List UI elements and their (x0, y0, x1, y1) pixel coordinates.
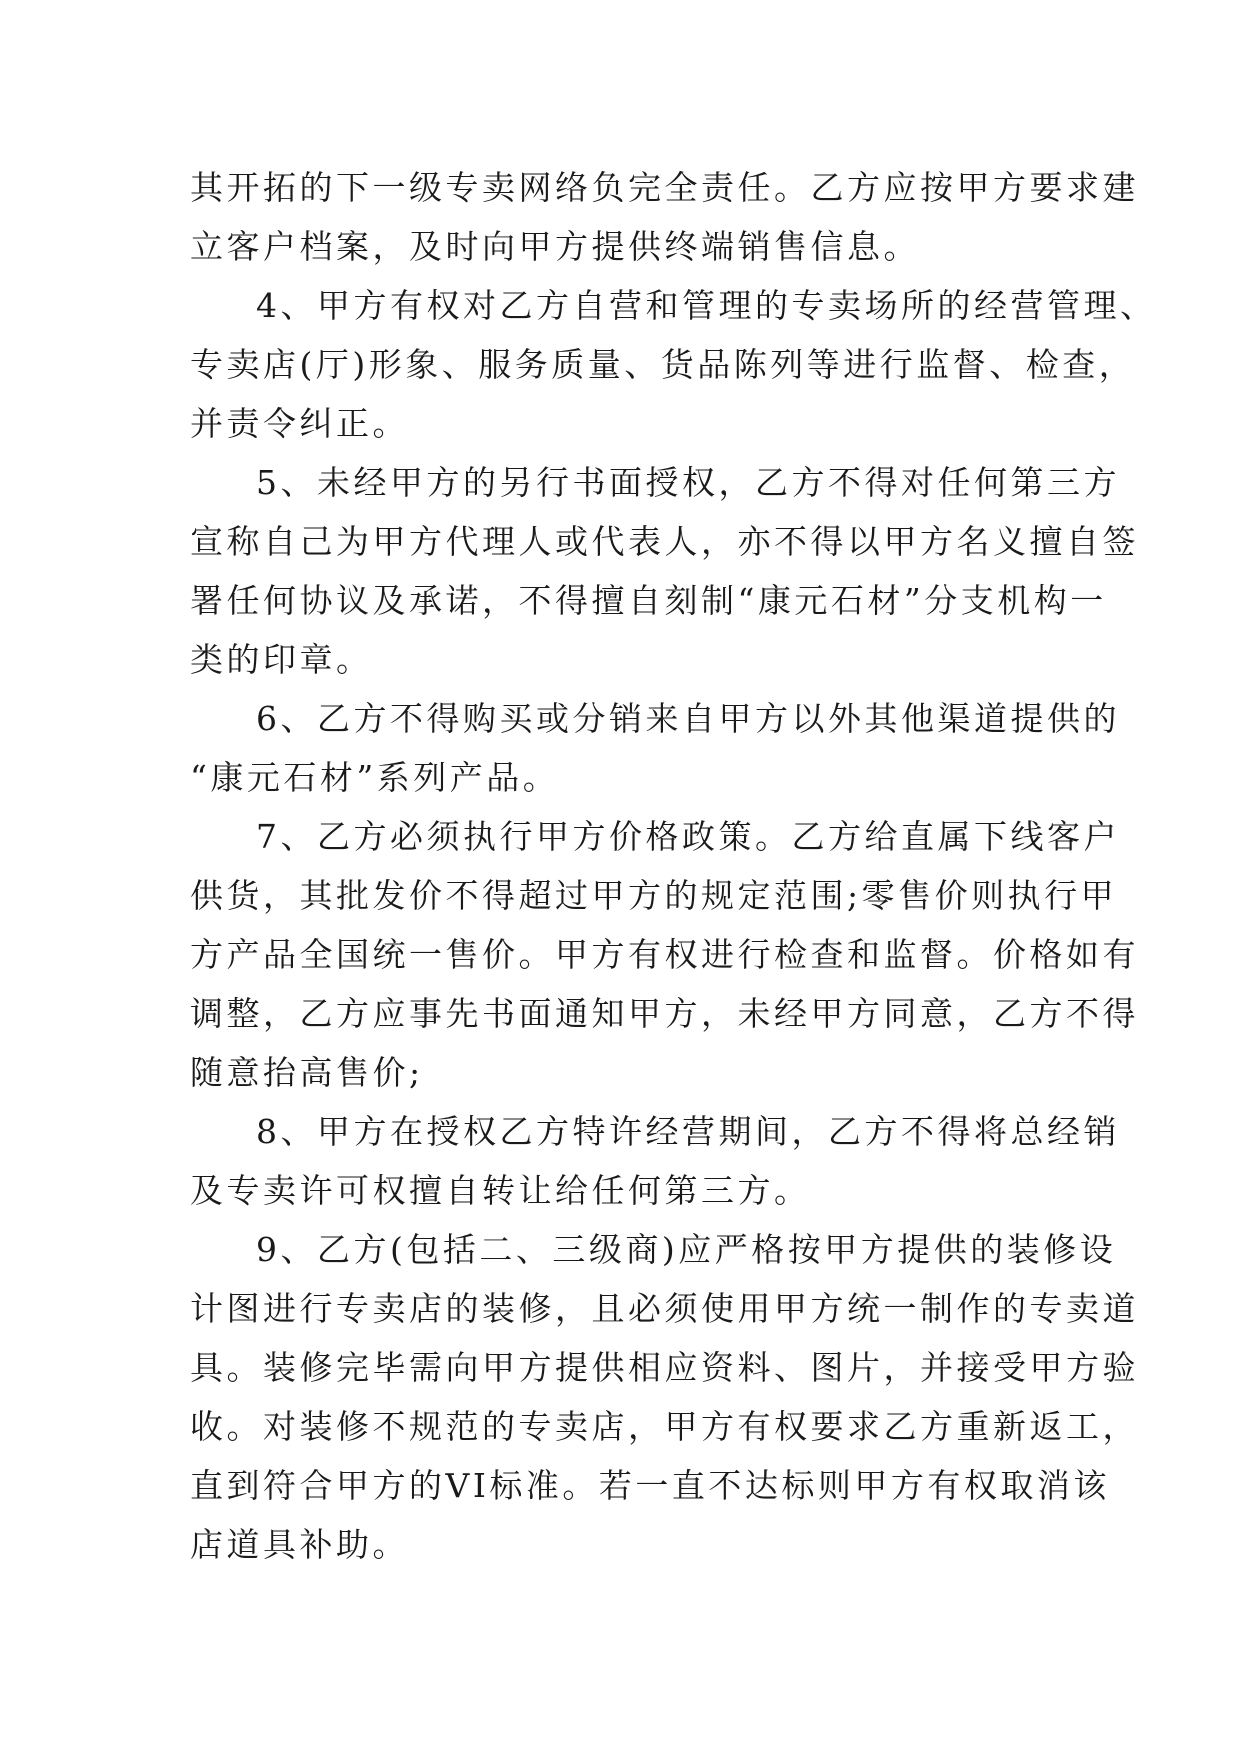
text-line: 具。装修完毕需向甲方提供相应资料、图片，并接受甲方验 (190, 1348, 1139, 1387)
text-line: 供货，其批发价不得超过甲方的规定范围;零售价则执行甲 (190, 876, 1118, 915)
text-line: 收。对装修不规范的专卖店，甲方有权要求乙方重新返工， (190, 1407, 1139, 1446)
clause-9 (190, 1220, 1139, 1574)
text-line: 直到符合甲方的VI标准。若一直不达标则甲方有权取消该 (190, 1466, 1110, 1505)
text-line: 及专卖许可权擅自转让给任何第三方。 (190, 1171, 811, 1210)
text-line: 9、乙方(包括二、三级商)应严格按甲方提供的装修设 (256, 1230, 1117, 1269)
text-line: 立客户档案，及时向甲方提供终端销售信息。 (190, 227, 920, 266)
text-line: 宣称自己为甲方代理人或代表人，亦不得以甲方名义擅自签 (190, 522, 1139, 561)
text-line: 8、甲方在授权乙方特许经营期间，乙方不得将总经销 (256, 1112, 1120, 1151)
text-line: 5、未经甲方的另行书面授权，乙方不得对任何第三方 (256, 463, 1120, 502)
clause-7 (190, 807, 1139, 1102)
clause-8 (190, 1102, 1120, 1220)
text-line: 调整，乙方应事先书面通知甲方，未经甲方同意，乙方不得 (190, 994, 1139, 1033)
text-line: 方产品全国统一售价。甲方有权进行检查和监督。价格如有 (190, 935, 1139, 974)
text-line: 随意抬高售价; (190, 1053, 424, 1092)
text-line: 其开拓的下一级专卖网络负完全责任。乙方应按甲方要求建 (190, 168, 1139, 207)
text-line: 店道具补助。 (190, 1525, 409, 1564)
text-line: 6、乙方不得购买或分销来自甲方以外其他渠道提供的 (256, 699, 1120, 738)
clause-6 (190, 689, 1120, 807)
text-line: 4、甲方有权对乙方自营和管理的专卖场所的经营管理、 (256, 286, 1157, 325)
text-line: 计图进行专卖店的装修，且必须使用甲方统一制作的专卖道 (190, 1289, 1139, 1328)
clause-5 (190, 453, 1139, 689)
text-line: 类的印章。 (190, 640, 373, 679)
text-line: 署任何协议及承诺，不得擅自刻制“康元石材”分支机构一 (190, 581, 1107, 620)
text-line: 7、乙方必须执行甲方价格政策。乙方给直属下线客户 (256, 817, 1120, 856)
document-body (190, 158, 1157, 1574)
text-line: 专卖店(厅)形象、服务质量、货品陈列等进行监督、检查， (190, 345, 1136, 384)
clause-4 (190, 276, 1157, 453)
text-line: “康元石材”系列产品。 (190, 758, 560, 797)
paragraph-carryover (190, 158, 1139, 276)
text-line: 并责令纠正。 (190, 404, 409, 443)
